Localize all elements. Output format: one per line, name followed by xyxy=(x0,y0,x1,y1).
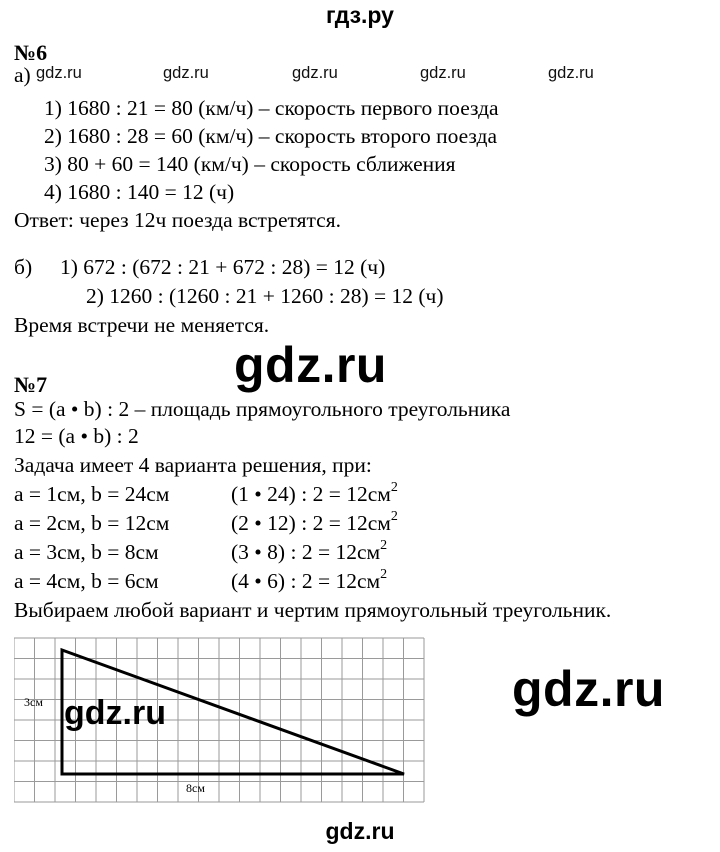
power: 2 xyxy=(380,537,388,553)
task7-variant-4-calc xyxy=(231,568,387,594)
watermark: gdz.ru xyxy=(163,64,209,82)
task7-variant-3-calc xyxy=(231,539,387,565)
horizontal-side-label: 8см xyxy=(186,781,205,795)
watermark-on-drawing: gdz.ru xyxy=(64,694,166,732)
task6-part-b-step-2: 2) 1260 : (1260 : 21 + 1260 : 28) = 12 (ч) xyxy=(86,284,444,308)
task6-number: №6 xyxy=(14,40,48,65)
task6-answer: Ответ: через 12ч поезда встретятся. xyxy=(14,208,341,232)
task6-step-2: 2) 1680 : 28 = 60 (км/ч) – скорость второго поезда xyxy=(44,124,498,148)
watermark: gdz.ru xyxy=(292,64,338,82)
task7-variant-4-sides: a = 4см, b = 6см xyxy=(14,569,159,593)
vertical-side-label: 3см xyxy=(24,695,43,709)
task6-part-b-label: б) xyxy=(14,255,33,279)
task7-formula: S = (a • b) : 2 – площадь прямоугольного треугольника xyxy=(14,397,511,421)
watermark: gdz.ru xyxy=(420,64,466,82)
watermark: gdz.ru xyxy=(36,64,82,82)
power: 2 xyxy=(380,566,388,582)
watermark-large: gdz.ru xyxy=(234,337,387,393)
watermark: gdz.ru xyxy=(548,64,594,82)
calc-text: (4 • 6) : 2 = 12см xyxy=(231,569,381,593)
site-header: гдз.ру xyxy=(326,2,394,28)
calc-text: (1 • 24) : 2 = 12см xyxy=(231,482,391,506)
power: 2 xyxy=(390,508,398,524)
calc-text: (2 • 12) : 2 = 12см xyxy=(231,511,391,535)
task6-part-b-step-1: 1) 672 : (672 : 21 + 672 : 28) = 12 (ч) xyxy=(60,255,386,279)
task6-step-3: 3) 80 + 60 = 140 (км/ч) – скорость сближения xyxy=(44,152,456,176)
task7-variant-1-sides: a = 1см, b = 24см xyxy=(14,482,170,506)
watermark-large-right: gdz.ru xyxy=(512,661,665,717)
task6-part-a-label: а) xyxy=(14,63,31,87)
task7-variant-2-calc xyxy=(231,510,398,536)
task7-variant-2-sides: a = 2см, b = 12см xyxy=(14,511,170,535)
task7-choice: Выбираем любой вариант и чертим прямоугольный треугольник. xyxy=(14,598,612,622)
task6-conclusion: Время встречи не меняется. xyxy=(14,313,270,337)
footer-watermark: gdz.ru xyxy=(325,818,395,844)
task7-variant-1-calc xyxy=(231,481,398,507)
task7-intro: Задача имеет 4 варианта решения, при: xyxy=(14,453,372,477)
task7-number: №7 xyxy=(14,372,48,397)
task7-equation: 12 = (a • b) : 2 xyxy=(14,424,139,448)
task6-step-4: 4) 1680 : 140 = 12 (ч) xyxy=(44,180,235,204)
task6-step-1: 1) 1680 : 21 = 80 (км/ч) – скорость первого поезда xyxy=(44,96,499,120)
power: 2 xyxy=(390,479,398,495)
task7-variant-3-sides: a = 3см, b = 8см xyxy=(14,540,159,564)
calc-text: (3 • 8) : 2 = 12см xyxy=(231,540,381,564)
